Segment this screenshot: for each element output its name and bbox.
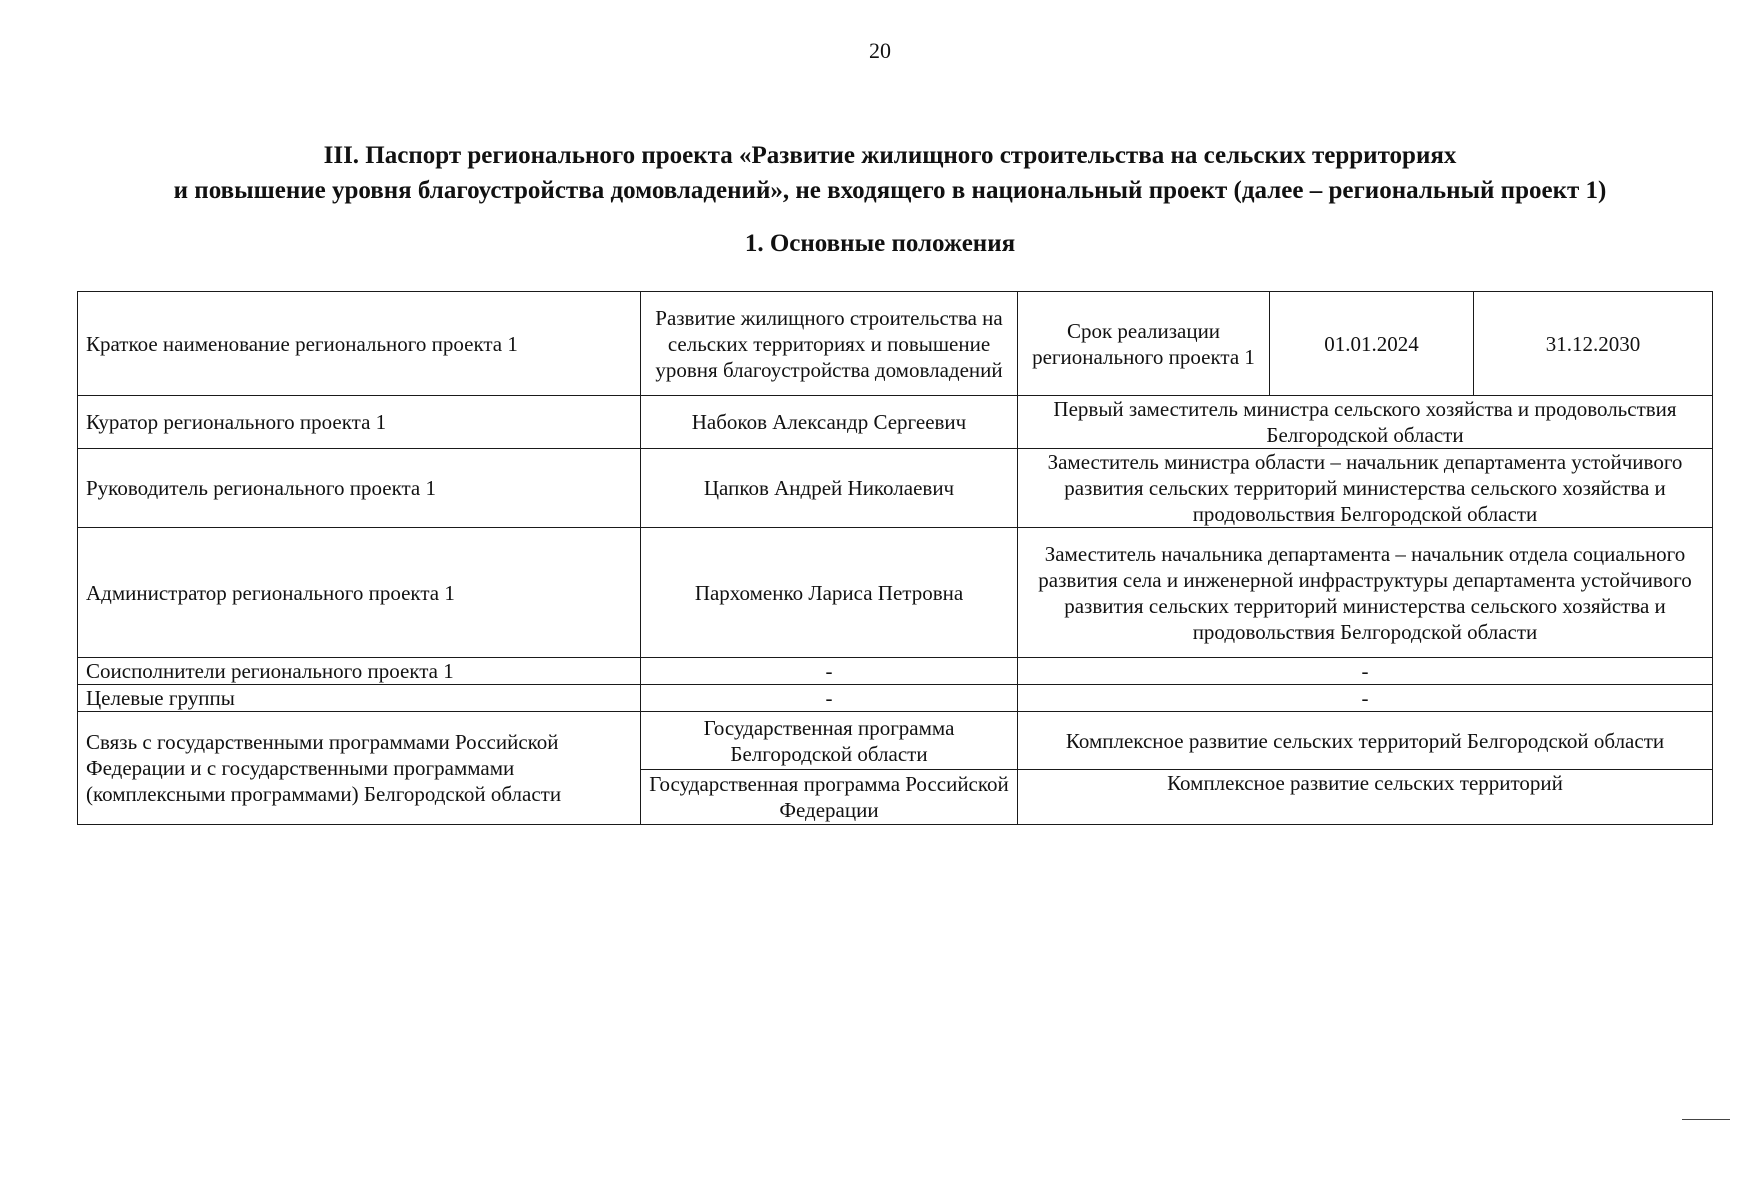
federal-program-name: Комплексное развитие сельских территорий [1018,770,1713,825]
scan-artifact-line [1682,1119,1730,1120]
curator-name: Набоков Александр Сергеевич [641,396,1018,449]
administrator-label: Администратор регионального проекта 1 [78,528,641,658]
short-name-value: Развитие жилищного строительства на сельских территориях и повышение уровня благоустройства домовладений [641,292,1018,396]
section-title: 1. Основные положения [744,230,1016,257]
table-row-short-name [78,292,1713,396]
passport-table [77,291,1713,825]
head-name: Цапков Андрей Николаевич [641,449,1018,528]
short-name-label: Краткое наименование регионального проекта 1 [78,292,641,396]
curator-position: Первый заместитель министра сельского хозяйства и продовольствия Белгородской области [1018,396,1713,449]
start-date: 01.01.2024 [1270,292,1474,396]
administrator-name: Пархоменко Лариса Петровна [641,528,1018,658]
federal-program-type: Государственная программа Российской Федерации [641,770,1018,825]
regional-program-type: Государственная программа Белгородской области [641,712,1018,770]
table-row-target-groups [78,685,1713,712]
heading-line-2: и повышение уровня благоустройства домовладений», не входящего в национальный проект (далее – региональный проект 1) [173,177,1607,204]
table-row-curator [78,396,1713,449]
table-row-co-executors [78,658,1713,685]
programs-label: Связь с государственными программами Российской Федерации и с государственными программами (комплексными программами) Белгородской области [78,712,641,825]
end-date: 31.12.2030 [1474,292,1713,396]
page-number: 20 [869,38,891,63]
administrator-position: Заместитель начальника департамента – начальник отдела социального развития села и инженерной инфраструктуры департамента устойчивого развития сельских территорий министерства сельского хозяйства и продовольствия Белгородской области [1018,528,1713,658]
target-groups-value: - [641,685,1018,712]
co-executors-position: - [1018,658,1713,685]
head-position: Заместитель министра области – начальник департамента устойчивого развития сельских территорий министерства сельского хозяйства и продовольствия Белгородской области [1018,449,1713,528]
target-groups-label: Целевые группы [78,685,641,712]
target-groups-position: - [1018,685,1713,712]
term-label: Срок реализации регионального проекта 1 [1018,292,1270,396]
heading-line-1: III. Паспорт регионального проекта «Развитие жилищного строительства на сельских территориях [323,142,1457,169]
table-row-administrator [78,528,1713,658]
head-label: Руководитель регионального проекта 1 [78,449,641,528]
table-row-programs-regional [78,712,1713,770]
page-heading [60,138,1720,208]
co-executors-value: - [641,658,1018,685]
regional-program-name: Комплексное развитие сельских территорий Белгородской области [1018,712,1713,770]
curator-label: Куратор регионального проекта 1 [78,396,641,449]
co-executors-label: Соисполнители регионального проекта 1 [78,658,641,685]
table-row-head [78,449,1713,528]
